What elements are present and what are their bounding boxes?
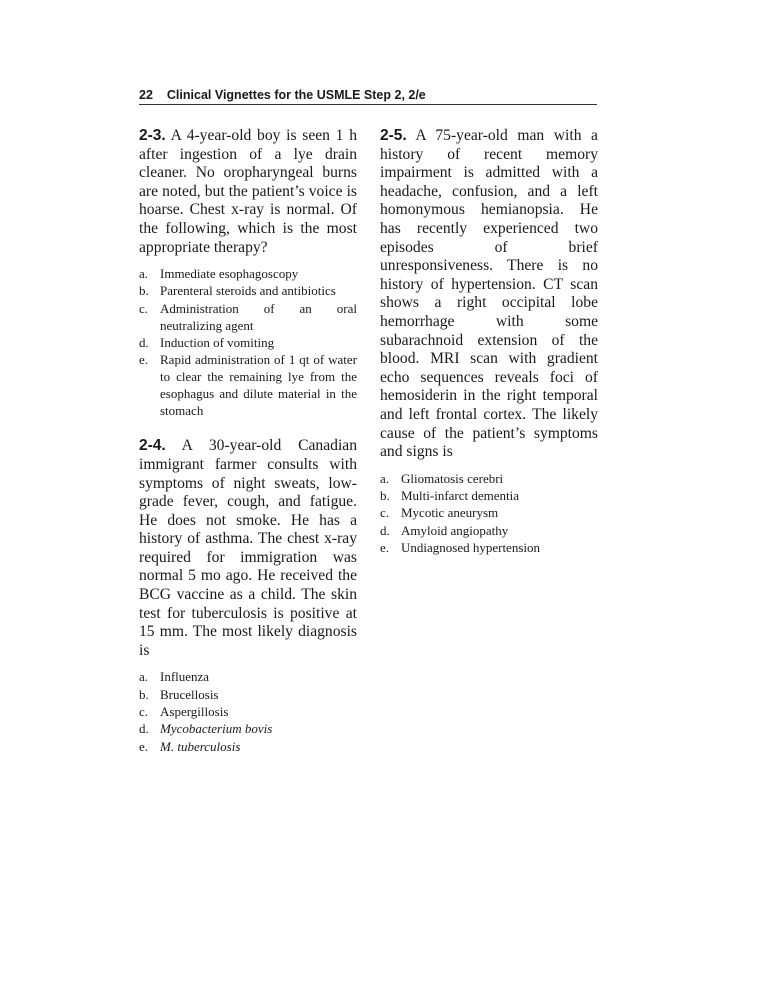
option-text: Aspergillosis — [160, 704, 229, 720]
question-2-5 — [380, 127, 598, 557]
option-letter: d. — [139, 334, 149, 350]
option-text: Induction of vomiting — [160, 334, 275, 350]
option-letter: a. — [380, 470, 390, 486]
option-text: Mycotic aneurysm — [401, 505, 499, 521]
answer-option — [139, 687, 357, 704]
answer-option — [380, 505, 598, 522]
answer-option — [139, 266, 357, 283]
option-letter: b. — [380, 487, 390, 503]
option-letter: c. — [380, 505, 390, 521]
option-letter: e. — [139, 352, 149, 368]
question-text: A 30-year-old Canadian immigrant farmer consults with symptoms of night sweats, low-grade fever, cough, and fatigue. He does not smoke. He has a history of asthma. The chest x-ray required for immigration was normal 5 mo ago. He received the BCG vaccine as a child. The skin test for tuberculosis is positive at 15 mm. The most likely diagnosis is — [139, 437, 357, 659]
question-number: 2-5. — [380, 127, 407, 144]
option-text: Influenza — [160, 669, 210, 685]
answer-option — [139, 739, 357, 756]
option-text: M. tuberculosis — [160, 738, 241, 754]
answer-option — [139, 721, 357, 738]
question-2-4 — [139, 437, 357, 755]
option-text: Rapid administration of 1 qt of water to clear the remaining lye from the esophagus and dilute material in the stomach — [160, 352, 357, 418]
question-stem — [139, 437, 357, 660]
answer-options — [380, 471, 598, 557]
option-letter: c. — [139, 704, 149, 720]
question-text: A 4-year-old boy is seen 1 h after ingestion of a lye drain cleaner. No oropharyngeal burns are noted, but the patient’s voice is hoarse. Chest x-ray is normal. Of the following, which is the most appropriate therapy? — [139, 127, 357, 256]
question-2-3 — [139, 127, 357, 419]
option-text: Amyloid angiopathy — [401, 522, 509, 538]
option-letter: e. — [139, 738, 149, 754]
answer-option — [380, 471, 598, 488]
option-letter: c. — [139, 300, 149, 316]
question-number: 2-4. — [139, 437, 166, 455]
option-letter: d. — [139, 721, 149, 737]
page-number: 22 — [139, 88, 153, 102]
book-title: Clinical Vignettes for the USMLE Step 2, 2/e — [166, 88, 426, 102]
left-column — [139, 127, 357, 756]
option-letter: a. — [139, 669, 149, 685]
option-letter: b. — [139, 686, 149, 702]
answer-option — [139, 301, 357, 335]
answer-option — [139, 352, 357, 419]
running-header — [139, 88, 597, 105]
answer-options — [139, 266, 357, 419]
answer-option — [139, 669, 357, 686]
option-letter: a. — [139, 266, 149, 282]
question-text: A 75-year-old man with a history of recent memory impairment is admitted with a headache, confusion, and a left homonymous hemianopsia. He has recently experienced two episodes of brief unresponsiveness. There is no history of hypertension. CT scan shows a right occipital lobe hemorrhage with some subarachnoid extension of the blood. MRI scan with gradient echo sequences reveals foci of hemosiderin in the right temporal and left frontal cortex. The likely cause of the patient’s symptoms and signs is — [380, 127, 598, 461]
option-text: Gliomatosis cerebri — [401, 470, 504, 486]
question-stem — [380, 127, 598, 462]
answer-options — [139, 669, 357, 755]
right-column — [380, 127, 598, 557]
option-letter: d. — [380, 522, 390, 538]
question-number: 2-3. — [139, 127, 166, 144]
question-stem — [139, 127, 357, 257]
option-text: Administration of an oral neutralizing agent — [160, 300, 357, 333]
option-text: Multi-infarct dementia — [401, 487, 520, 503]
answer-option — [139, 704, 357, 721]
option-letter: e. — [380, 539, 390, 555]
option-letter: b. — [139, 283, 149, 299]
answer-option — [380, 523, 598, 540]
option-text: Parenteral steroids and antibiotics — [160, 283, 336, 299]
option-text: Undiagnosed hypertension — [401, 539, 541, 555]
answer-option — [139, 335, 357, 352]
option-text: Mycobacterium bovis — [160, 721, 273, 737]
option-text: Brucellosis — [160, 686, 219, 702]
answer-option — [380, 488, 598, 505]
answer-option — [380, 540, 598, 557]
answer-option — [139, 283, 357, 300]
option-text: Immediate esophagoscopy — [160, 266, 299, 282]
